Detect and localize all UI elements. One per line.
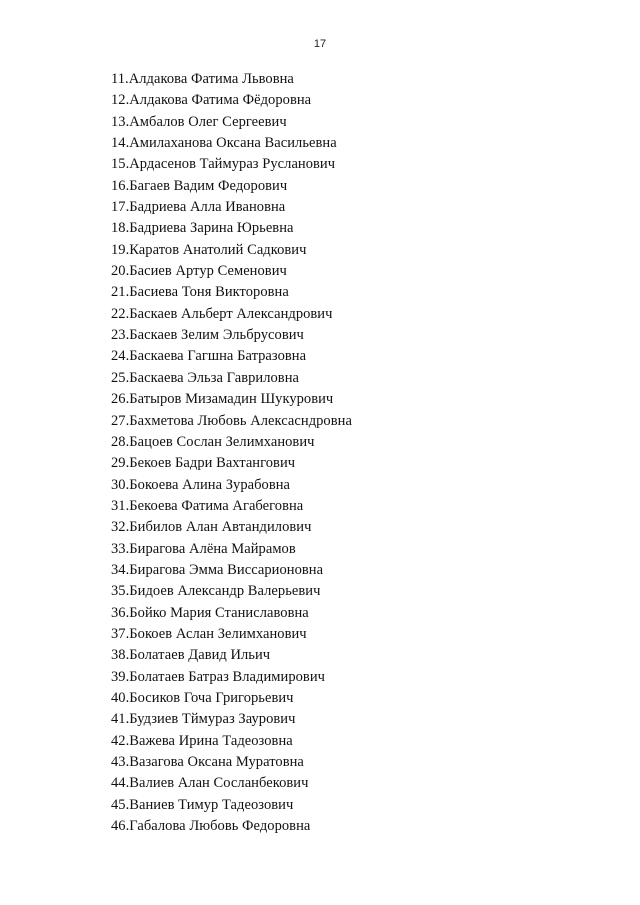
list-item: 30.Бокоева Алина Зурабовна (111, 476, 291, 493)
list-item: 26.Батыров Мизамадин Шукурович (111, 391, 334, 408)
list-item: 45.Ваниев Тимур Тадеозович (111, 796, 294, 813)
list-item: 16.Багаев Вадим Федорович (111, 177, 288, 194)
list-item: 25.Баскаева Эльза Гавриловна (111, 369, 299, 386)
list-item: 43.Вазагова Оксана Муратовна (111, 754, 304, 770)
list-item: 41.Будзиев Тймураз Заурович (111, 711, 296, 728)
list-item: 34.Бирагова Эмма Виссарионовна (111, 561, 324, 578)
list-item: 21.Басиева Тоня Викторовна (111, 284, 289, 301)
list-item: 18.Бадриева Зарина Юрьевна (111, 220, 294, 237)
list-item: 33.Бирагова Алёна Майрамов (111, 540, 296, 557)
list-item: 37.Бокоев Аслан Зелимханович (111, 625, 307, 642)
list-item: 46.Габалова Любовь Федоровна (111, 818, 311, 835)
list-item: 20.Басиев Артур Семенович (111, 263, 287, 280)
list-item: 36.Бойко Мария Станиславовна (111, 604, 309, 621)
list-item: 14.Амилаханова Оксана Васильевна (111, 135, 337, 152)
list-item: 35.Бидоев Александр Валерьевич (111, 583, 321, 600)
list-item: 42.Важева Ирина Тадеозовна (111, 732, 293, 749)
list-item: 39.Болатаев Батраз Владимирович (111, 668, 325, 685)
list-item: 12.Алдакова Фатима Фёдоровна (111, 92, 312, 109)
list-item: 17.Бадриева Алла Ивановна (111, 199, 286, 216)
list-item: 28.Бацоев Сослан Зелимханович (111, 433, 315, 450)
list-item: 44.Валиев Алан Сосланбекович (111, 775, 309, 792)
list-item: 22.Баскаев Альберт Александрович (111, 305, 333, 322)
name-list (111, 69, 352, 837)
list-item: 24.Баскаева Гагшна Батразовна (111, 348, 307, 365)
list-item: 38.Болатаев Давид Ильич (111, 647, 271, 664)
list-item: 19.Каратов Анатолий Садкович (111, 241, 307, 258)
list-item: 15.Ардасенов Таймураз Русланович (111, 156, 336, 173)
list-item: 11.Алдакова Фатима Львовна (111, 71, 294, 87)
page-number: 17 (313, 38, 327, 50)
list-item: 27.Бахметова Любовь Алексасндровна (111, 412, 352, 429)
list-item: 29.Бекоев Бадри Вахтангович (111, 455, 296, 472)
list-item: 13.Амбалов Олег Сергеевич (111, 113, 287, 130)
list-item: 40.Босиков Гоча Григорьевич (111, 689, 294, 706)
list-item: 23.Баскаев Зелим Эльбрусович (111, 327, 304, 344)
list-item: 32.Бибилов Алан Автандилович (111, 519, 312, 536)
list-item: 31.Бекоева Фатима Агабеговна (111, 497, 304, 514)
